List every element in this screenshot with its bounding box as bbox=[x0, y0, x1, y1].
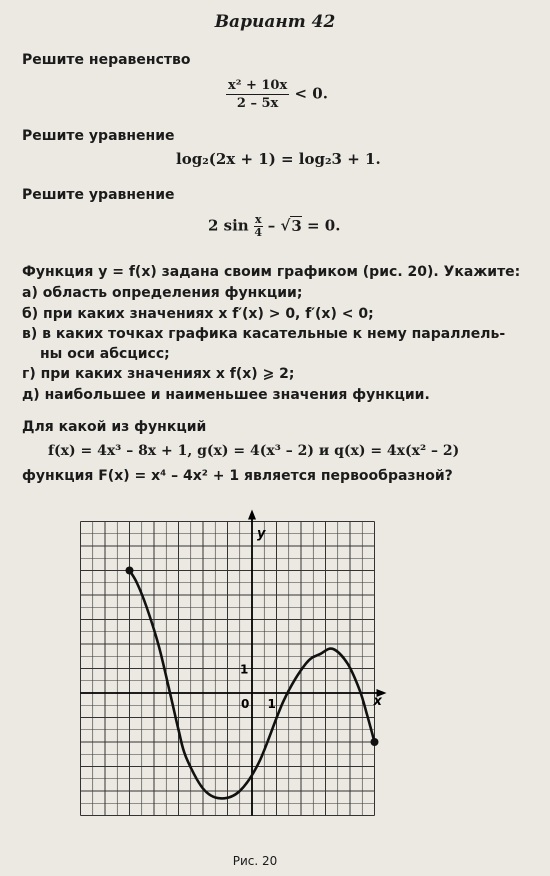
task4-item-c: в) в каких точках графика касательные к нему параллель- bbox=[22, 326, 506, 342]
task1-numerator: x² + 10x bbox=[228, 78, 288, 93]
task3-equation: 2 sin $\frac{x}{4} - √3 = 0$. bbox=[208, 213, 341, 239]
page-title: Вариант 42 bbox=[214, 12, 336, 32]
task1-inequality bbox=[226, 78, 328, 111]
y-axis-arrow bbox=[248, 510, 256, 520]
x-unit-label: 1 bbox=[267, 697, 276, 711]
y-axis-label: y bbox=[257, 526, 266, 542]
task4-intro: Функция y = f(x) задана своим графиком (рис. 20). Укажите: bbox=[22, 264, 521, 280]
task5-question: функция F(x) = x⁴ – 4x² + 1 является первообразной? bbox=[22, 468, 453, 484]
task3-frac-num: x bbox=[254, 213, 262, 226]
task4-item-a: а) область определения функции; bbox=[22, 285, 303, 301]
task3-frac-den: 4 bbox=[254, 226, 263, 239]
task4-item-b: б) при каких значениях x f′(x) > 0, f′(x) < 0; bbox=[22, 306, 374, 322]
curve-end-point bbox=[371, 738, 379, 746]
task5-intro: Для какой из функций bbox=[22, 419, 207, 435]
graph-axes bbox=[81, 510, 387, 816]
origin-label: 0 bbox=[241, 697, 250, 711]
task5-functions: f(x) = 4x³ – 8x + 1, g(x) = 4(x³ – 2) и q(x) = 4x(x² – 2) bbox=[48, 443, 460, 459]
task2-equation: log₂(2x + 1) = log₂3 + 1. bbox=[176, 150, 381, 168]
task3-minus: – bbox=[267, 216, 276, 235]
figure-caption: Рис. 20 bbox=[232, 854, 278, 868]
task2-label: Решите уравнение bbox=[22, 128, 175, 144]
y-unit-label: 1 bbox=[240, 662, 249, 677]
curve-start-point bbox=[126, 567, 134, 575]
graph-grid bbox=[81, 522, 375, 816]
task3-suffix: = 0. bbox=[307, 216, 341, 235]
function-graph bbox=[0, 500, 550, 840]
task1-relation: < 0. bbox=[294, 84, 328, 103]
task3-prefix: 2 sin bbox=[208, 216, 249, 235]
task4-item-d: г) при каких значениях x f(x) ⩾ 2; bbox=[22, 366, 295, 382]
task1-label: Решите неравенство bbox=[22, 52, 191, 68]
task3-label: Решите уравнение bbox=[22, 187, 175, 203]
task4-item-c-cont: ны оси абсцисс; bbox=[40, 346, 170, 362]
task3-fraction bbox=[254, 214, 263, 239]
task1-denominator: 2 – 5x bbox=[236, 96, 279, 111]
task4-item-e: д) наибольшее и наименьшее значения функции. bbox=[22, 387, 430, 403]
task3-sqrt: 3 bbox=[291, 216, 302, 235]
x-axis-label: x bbox=[373, 694, 382, 709]
task1-fraction bbox=[226, 78, 289, 111]
